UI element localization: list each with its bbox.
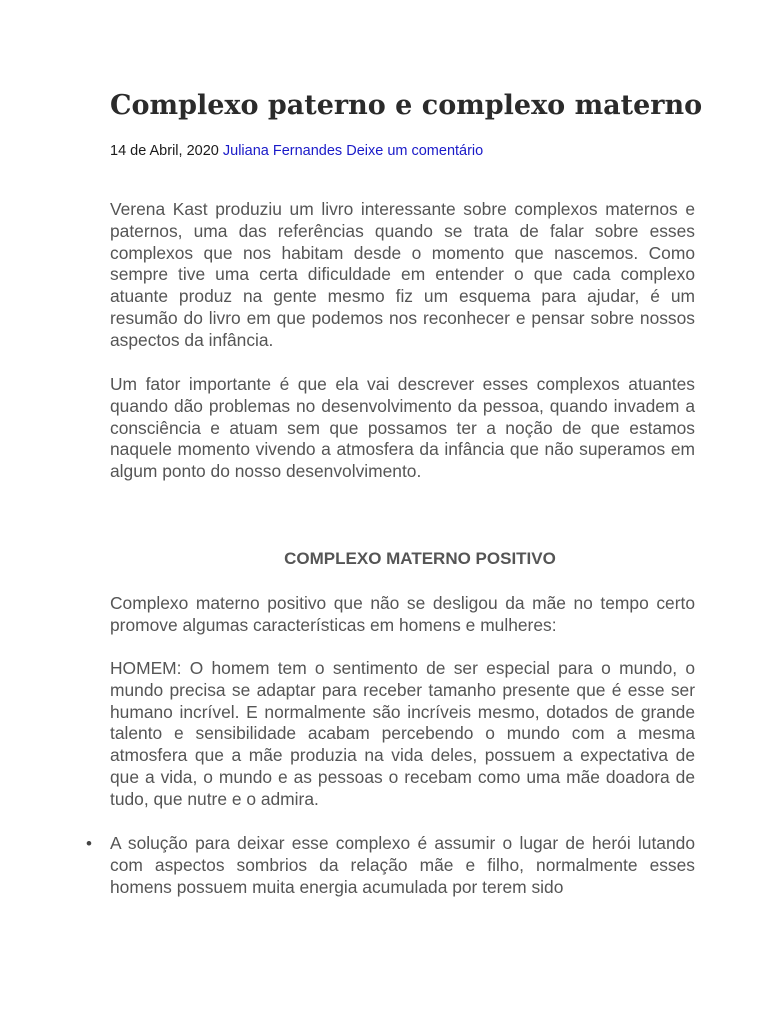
article-meta bbox=[110, 141, 483, 161]
article-title: Complexo paterno e complexo materno bbox=[110, 90, 703, 121]
intro-paragraph: Verena Kast produziu um livro interessante sobre complexos maternos e paternos, uma das referências quando se trata de falar sobre esses complexos que nos habitam desde o momento que nascemos. Como sempre tive uma certa dificuldade em entender o que cada complexo atuante produz na gente mesmo fiz um esquema para ajudar, é um resumão do livro em que podemos nos reconhecer e pensar sobre nossos aspectos da infância. bbox=[110, 199, 695, 350]
bullet-icon: • bbox=[86, 834, 92, 853]
section-heading: COMPLEXO MATERNO POSITIVO bbox=[284, 549, 556, 568]
homem-paragraph: HOMEM: O homem tem o sentimento de ser especial para o mundo, o mundo precisa se adaptar para receber tamanho presente que é esse ser humano incrível. E normalmente são incríveis mesmo, dotados de grande talento e sensibilidade acabam percebendo o mundo com a mesma atmosfera que a mãe produzia na vida deles, possuem a expectativa de que a vida, o mundo e as pessoas o recebam como uma mãe doadora de tudo, que nutre e o admira. bbox=[110, 658, 695, 809]
list-item bbox=[86, 833, 695, 898]
context-paragraph: Um fator importante é que ela vai descrever esses complexos atuantes quando dão problemas no desenvolvimento da pessoa, quando invadem a consciência e atuam sem que possamos ter a noção de que estamos naquele momento vivendo a atmosfera da infância que não superamos em algum ponto do nosso desenvolvimento. bbox=[110, 374, 695, 482]
author-link[interactable]: Juliana Fernandes bbox=[222, 143, 343, 159]
list-item-text: A solução para deixar esse complexo é assumir o lugar de herói lutando com aspectos sombrios da relação mãe e filho, normalmente esses homens possuem muita energia acumulada por terem sido bbox=[110, 833, 695, 897]
post-date: 14 de Abril, 2020 bbox=[110, 143, 219, 159]
section-intro-paragraph: Complexo materno positivo que não se desligou da mãe no tempo certo promove algumas características em homens e mulheres: bbox=[110, 593, 695, 635]
leave-comment-link[interactable]: Deixe um comentário bbox=[346, 143, 484, 159]
solution-list bbox=[86, 833, 695, 898]
